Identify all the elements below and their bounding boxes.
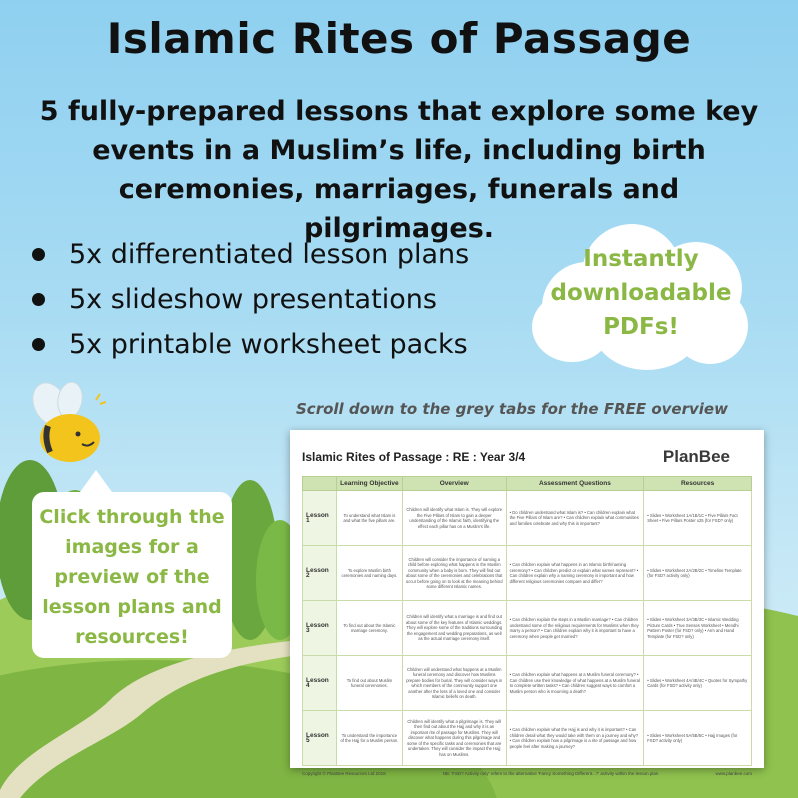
lesson-table bbox=[302, 476, 752, 766]
table-row bbox=[303, 546, 752, 601]
pdf-cloud-badge bbox=[532, 222, 750, 372]
questions-cell: • Do children understand what Islam is? • Can children explain what the Five Pillars of Islam are? • Can children explain what communities and families celebrate and why this is important? bbox=[506, 491, 644, 546]
cloud-line: Instantly bbox=[583, 246, 699, 272]
cloud-text bbox=[532, 242, 750, 344]
column-header: Resources bbox=[644, 477, 752, 491]
document-footer bbox=[302, 771, 752, 776]
scroll-note: Scroll down to the grey tabs for the FREE overview bbox=[296, 400, 728, 418]
overview-cell: Children will identify what a marriage is and find out about some of the key features of Islamic weddings. They will explore some of the traditions surrounding the engagement and wedding preparations, as well as the actual marriage ceremony itself. bbox=[402, 601, 506, 656]
lesson-overview-document[interactable] bbox=[290, 430, 764, 776]
questions-cell: • Can children explain what happens in an Islamic birth/naming ceremony? • Can children predict or explain what names represent? • Can children explain why a naming ceremony is important and how different religious ceremonies compare and differ? bbox=[506, 546, 644, 601]
column-header: Learning Objective bbox=[336, 477, 402, 491]
column-header bbox=[303, 477, 337, 491]
objective-cell: To find out about the Islamic marriage ceremony. bbox=[336, 601, 402, 656]
feature-item bbox=[28, 277, 469, 322]
column-header: Assessment Questions bbox=[506, 477, 644, 491]
feature-label: 5x printable worksheet packs bbox=[69, 329, 468, 360]
table-header-row bbox=[303, 477, 752, 491]
overview-cell: Children will consider the importance of naming a child before exploring what happens in the Muslim community when a baby is born. They will find out about some of the ceremonies and celebrations that occur before going on to look at the meaning behind some different Islamic names. bbox=[402, 546, 506, 601]
feature-item bbox=[28, 322, 469, 367]
cloud-line: downloadable bbox=[550, 280, 732, 306]
bullet-icon bbox=[32, 293, 45, 306]
feature-list bbox=[28, 232, 469, 367]
lesson-cell: Lesson 1 bbox=[303, 491, 337, 546]
overview-cell: Children will identify what Islam is. They will explore the Five Pillars of Islam to gain a deeper understanding of the Islamic faith, identifying the effect each pillar has on a Muslim's life. bbox=[402, 491, 506, 546]
lesson-cell: Lesson 2 bbox=[303, 546, 337, 601]
website-text: www.planbee.com bbox=[715, 771, 752, 776]
resources-cell: • Slides • Worksheet 1A/1B/1C • Five Pillars Fact Sheet • Five Pillars Poster x25 (for FSD? only) bbox=[644, 491, 752, 546]
table-row bbox=[303, 491, 752, 546]
cloud-line: PDFs! bbox=[603, 314, 679, 340]
objective-cell: To explore Muslim birth ceremonies and naming days. bbox=[336, 546, 402, 601]
page-title: Islamic Rites of Passage bbox=[106, 14, 692, 63]
document-title: Islamic Rites of Passage : RE : Year 3/4 bbox=[302, 450, 526, 464]
questions-cell: • Can children explain what happens at a Muslim funeral ceremony? • Can children use their knowledge of what happens at a Muslim funeral to complete written tasks? • Can children suggest ways to comfort a Muslim person who is mourning a death? bbox=[506, 656, 644, 711]
resources-cell: • Slides • Worksheet 2A/2B/2C • Timeline Template (for FSD? activity only) bbox=[644, 546, 752, 601]
questions-cell: • Can children explain what the Hajj is and why it is important? • Can children detail what they would take with them on a journey and why? • Can children explain how a pilgrimage is a rite of passage and how people feel after making a journey? bbox=[506, 711, 644, 766]
column-header: Overview bbox=[402, 477, 506, 491]
objective-cell: To understand what Islam is and what the five pillars are. bbox=[336, 491, 402, 546]
questions-cell: • Can children explain the steps in a Muslim marriage? • Can children understand some of the religious requirements for Muslims when they marry a person? • Can children explain why it is important to have a ceremony when people get married? bbox=[506, 601, 644, 656]
overview-cell: Children will understand what happens at a Muslim funeral ceremony and discover how Muslims prepare bodies for burial. They will consider ways in which members of the community support one another after the loss of a loved one and consider Islamic beliefs on death. bbox=[402, 656, 506, 711]
resources-cell: • Slides • Worksheet 4A/4B/4C • Quotes for Sympathy Cards (for FSD? activity only) bbox=[644, 656, 752, 711]
lesson-cell: Lesson 5 bbox=[303, 711, 337, 766]
bullet-icon bbox=[32, 248, 45, 261]
objective-cell: To find out about Muslim funeral ceremonies. bbox=[336, 656, 402, 711]
table-row bbox=[303, 711, 752, 766]
table-row bbox=[303, 601, 752, 656]
resources-cell: • Slides • Worksheet 3A/3B/3C • Islamic Wedding Picture Cards • True Senses Worksheet • Mendhi Pattern Poster (for FSD? only) • Arm and Hand Template (for FSD? only) bbox=[644, 601, 752, 656]
overview-cell: Children will identify what a pilgrimage is. They will then find out about the Hajj and why it is an important rite of passage for Muslims. They will discover what happens during this pilgrimage and some of the specific tasks and ceremonies that are undertaken. They will consider the impact the Hajj has on Muslims. bbox=[402, 711, 506, 766]
objective-cell: To understand the importance of the Hajj for a Muslim person. bbox=[336, 711, 402, 766]
lesson-cell: Lesson 3 bbox=[303, 601, 337, 656]
page-subtitle: 5 fully-prepared lessons that explore some key events in a Muslim’s life, including birth ceremonies, marriages, funerals and pilgrimages. bbox=[39, 96, 759, 244]
table-row bbox=[303, 656, 752, 711]
lesson-cell: Lesson 4 bbox=[303, 656, 337, 711]
feature-label: 5x slideshow presentations bbox=[69, 284, 437, 315]
copyright-text: Copyright © PlanBee Resources Ltd 2018 bbox=[302, 771, 386, 776]
resources-cell: • Slides • Worksheet 5A/5B/5C • Hajj Images (for FSD? activity only) bbox=[644, 711, 752, 766]
feature-item bbox=[28, 232, 469, 277]
document-header bbox=[302, 440, 752, 474]
feature-label: 5x differentiated lesson plans bbox=[69, 239, 470, 270]
footnote-text: NB: 'FSD? Activity only' refers to the alternative 'Fancy Something Different...?' activity within the lesson plan bbox=[442, 771, 659, 776]
planbee-logo: PlanBee bbox=[662, 447, 730, 466]
bee-icon bbox=[26, 382, 106, 466]
bullet-icon bbox=[32, 338, 45, 351]
preview-callout: Click through the images for a preview of the lesson plans and resources! bbox=[32, 492, 232, 658]
